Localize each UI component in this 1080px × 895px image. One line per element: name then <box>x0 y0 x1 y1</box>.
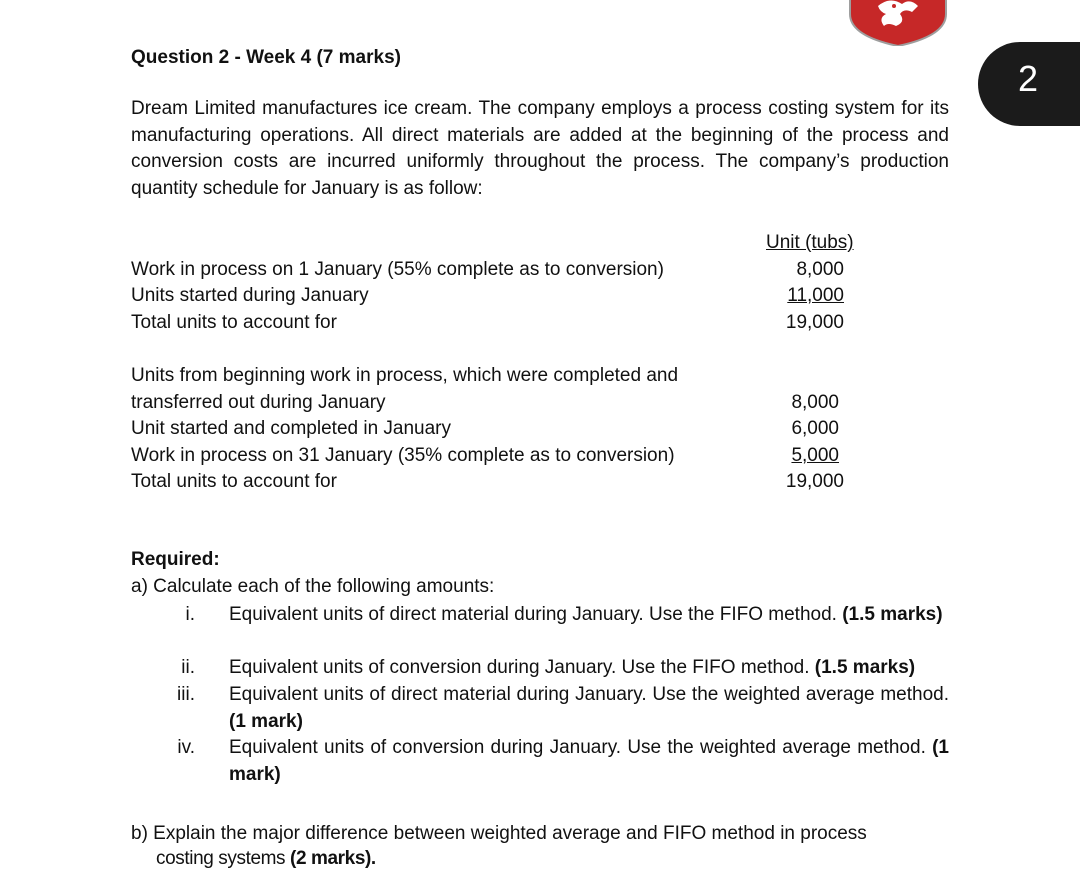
item-text-body: Equivalent units of conversion during January. Use the FIFO method. <box>229 657 815 678</box>
schedule-row-value: 11,000 <box>787 285 844 306</box>
schedule-row-value: 19,000 <box>785 471 844 492</box>
item-text <box>229 602 949 629</box>
part-b-marks: (2 marks). <box>290 848 376 869</box>
schedule-row-label: Total units to account for <box>131 471 337 492</box>
schedule-row-value: 5,000 <box>791 445 839 466</box>
schedule-row-value: 8,000 <box>791 392 839 413</box>
crest-shield-icon <box>848 0 948 46</box>
page-number: 2 <box>1018 58 1039 99</box>
schedule-row-value: 6,000 <box>791 418 839 439</box>
item-text <box>229 735 949 788</box>
units-column-header: Unit (tubs) <box>766 232 854 253</box>
item-text <box>229 682 949 735</box>
required-heading: Required: <box>131 549 220 570</box>
university-crest-logo <box>848 0 948 46</box>
page-number-tab <box>978 42 1080 126</box>
schedule-row-label: Units from beginning work in process, which were completed and <box>131 365 679 386</box>
item-numeral: iii. <box>177 684 195 705</box>
schedule-row-label: Work in process on 1 January (55% complete as to conversion) <box>131 259 664 280</box>
intro-paragraph: Dream Limited manufactures ice cream. The company employs a process costing system for its manufacturing operations. All direct materials are added at the beginning of the process and conversion costs are incurred uniformly throughout the process. The company’s production quantity schedule for January is as follow: <box>131 98 949 199</box>
item-marks: (1.5 marks) <box>842 604 943 625</box>
schedule-row-value: 8,000 <box>796 259 844 280</box>
item-numeral: iv. <box>177 737 195 758</box>
schedule-row-label: Units started during January <box>131 285 369 306</box>
part-b-text: costing systems <box>156 848 291 869</box>
item-marks: (1 mark) <box>229 737 949 785</box>
part-b-instruction: b) Explain the major difference between weighted average and FIFO method in process <box>131 823 867 844</box>
item-text-body: Equivalent units of conversion during January. Use the weighted average method. <box>229 737 933 758</box>
schedule-row-label: Unit started and completed in January <box>131 418 452 439</box>
part-b-instruction-cont <box>156 848 376 870</box>
item-marks: (1.5 marks) <box>814 657 916 678</box>
schedule-row-label: Work in process on 31 January (35% complete as to conversion) <box>131 445 675 466</box>
schedule-row-value: 19,000 <box>785 312 844 333</box>
item-numeral: i. <box>185 604 195 625</box>
schedule-row-label: transferred out during January <box>131 392 386 413</box>
item-marks: (1 mark) <box>229 710 303 732</box>
item-numeral: ii. <box>181 657 195 678</box>
question-title: Question 2 - Week 4 (7 marks) <box>131 47 401 68</box>
item-text-body: Equivalent units of direct material during January. Use the weighted average method. <box>229 684 949 705</box>
item-text <box>229 655 949 682</box>
item-text-body: Equivalent units of direct material during January. Use the FIFO method. <box>229 604 843 625</box>
part-a-instruction: a) Calculate each of the following amounts: <box>131 576 495 597</box>
schedule-row-label: Total units to account for <box>131 312 337 333</box>
